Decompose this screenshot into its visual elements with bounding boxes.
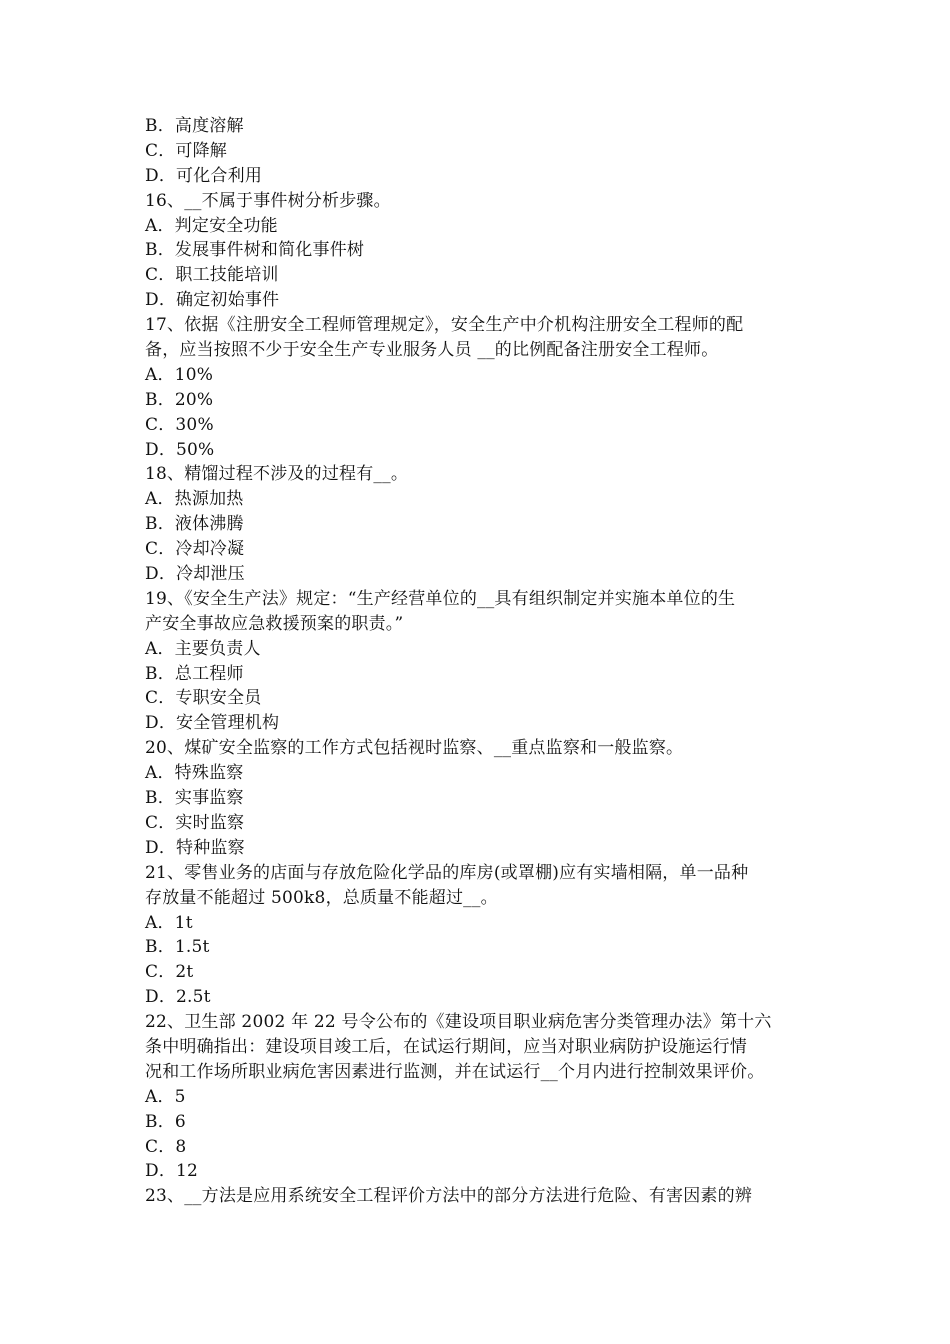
option-line: B．20%	[145, 389, 214, 410]
option-line: B．1.5t	[145, 937, 210, 958]
question-21-line-1: 21、零售业务的店面与存放危险化学品的库房(或罩棚)应有实墙相隔，单一品种	[145, 862, 749, 883]
option-line: D．冷却泄压	[145, 564, 245, 585]
option-line: D．安全管理机构	[145, 713, 280, 734]
question-23-line-1: 23、__方法是应用系统安全工程评价方法中的部分方法进行危险、有害因素的辨	[145, 1186, 753, 1207]
question-16: 16、__不属于事件树分析步骤。	[145, 190, 391, 211]
option-line: D．12	[145, 1161, 199, 1182]
question-22-line-3: 况和工作场所职业病危害因素进行监测，并在试运行__个月内进行控制效果评价。	[145, 1061, 765, 1082]
option-line: C．职工技能培训	[145, 265, 279, 286]
option-line: C．可降解	[145, 140, 228, 161]
option-line: A．主要负责人	[145, 638, 261, 659]
document-page	[145, 114, 815, 1209]
option-line: B．实事监察	[145, 788, 244, 809]
question-22-line-1: 22、卫生部 2002 年 22 号令公布的《建设项目职业病危害分类管理办法》第十六	[145, 1012, 772, 1033]
option-line: A．10%	[145, 364, 214, 385]
option-line: C．30%	[145, 414, 214, 435]
question-19-line-2: 产安全事故应急救援预案的职责。”	[145, 613, 404, 634]
question-17-line-1: 17、依据《注册安全工程师管理规定》，安全生产中介机构注册安全工程师的配	[145, 315, 744, 336]
option-line: B．6	[145, 1111, 186, 1132]
option-line: C．实时监察	[145, 812, 245, 833]
question-20: 20、煤矿安全监察的工作方式包括视时监察、__重点监察和一般监察。	[145, 738, 684, 759]
option-line: A．热源加热	[145, 489, 244, 510]
option-line: B．发展事件树和简化事件树	[145, 240, 365, 261]
option-line: B．液体沸腾	[145, 514, 244, 535]
option-line: D．2.5t	[145, 987, 211, 1008]
option-line: A．5	[145, 1086, 186, 1107]
option-line: D．确定初始事件	[145, 290, 280, 311]
question-17-line-2: 备，应当按照不少于安全生产专业服务人员 __的比例配备注册安全工程师。	[145, 340, 719, 361]
option-line: B．高度溶解	[145, 116, 244, 136]
question-19-line-1: 19、《安全生产法》规定：“生产经营单位的__具有组织制定并实施本单位的生	[145, 588, 736, 609]
option-line: C．8	[145, 1136, 187, 1157]
option-line: C．专职安全员	[145, 688, 262, 709]
option-line: B．总工程师	[145, 663, 244, 684]
option-line: A．特殊监察	[145, 763, 244, 784]
question-21-line-2: 存放量不能超过 500k8，总质量不能超过__。	[145, 887, 498, 908]
question-18: 18、精馏过程不涉及的过程有__。	[145, 464, 409, 485]
option-line: A．判定安全功能	[145, 215, 278, 236]
option-line: C．2t	[145, 962, 194, 983]
option-line: D．50%	[145, 439, 215, 460]
option-line: A．1t	[145, 912, 193, 933]
option-line: D．可化合利用	[145, 165, 263, 186]
question-22-line-2: 条中明确指出：建设项目竣工后，在试运行期间，应当对职业病防护设施运行情	[145, 1036, 747, 1057]
option-line: C．冷却冷凝	[145, 539, 245, 560]
option-line: D．特种监察	[145, 837, 245, 858]
